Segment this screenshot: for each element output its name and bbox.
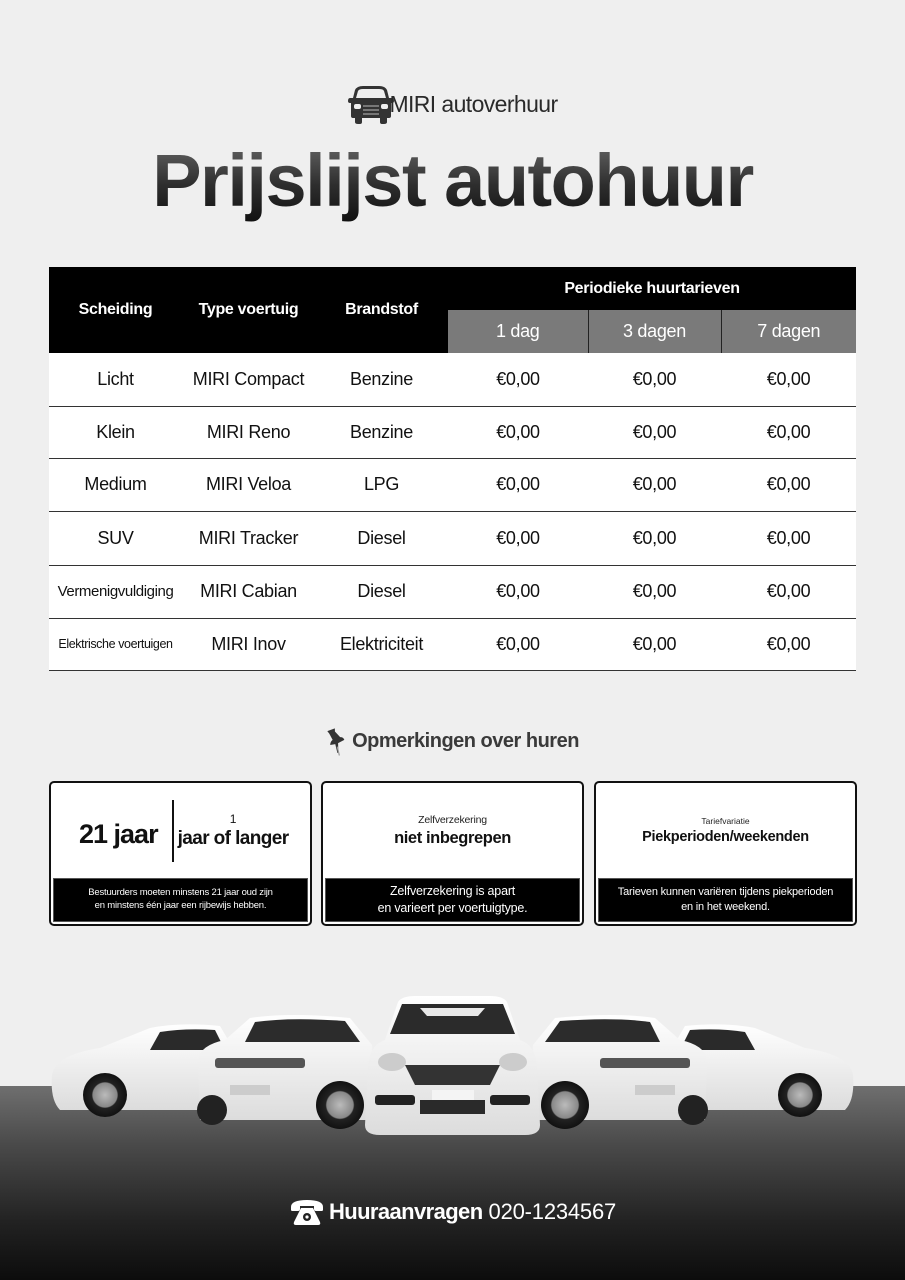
cell-price-1-day: €0,00 xyxy=(448,511,588,565)
car-icon xyxy=(347,84,395,124)
cell-category: Vermenigvuldiging xyxy=(49,565,182,618)
cell-category: Medium xyxy=(49,458,182,511)
remark-card-insurance xyxy=(321,781,584,926)
header-period-1-day: 1 dag xyxy=(448,310,588,353)
header-period-7-days: 7 dagen xyxy=(721,310,856,353)
cell-price-7-days: €0,00 xyxy=(721,565,856,618)
table-row xyxy=(49,353,856,406)
remarks-cards xyxy=(49,781,857,926)
car-right-suv xyxy=(530,1015,708,1129)
divider xyxy=(172,800,174,862)
minimum-age: 21 jaar xyxy=(79,819,158,849)
contact-line xyxy=(0,1197,905,1227)
header-period-3-days: 3 dagen xyxy=(588,310,721,353)
cell-fuel: Elektriciteit xyxy=(315,618,448,670)
cell-price-1-day: €0,00 xyxy=(448,406,588,458)
table-row xyxy=(49,565,856,618)
cell-fuel: Benzine xyxy=(315,406,448,458)
brand-name: MIRI autoverhuur xyxy=(389,90,558,117)
footer-line-2: en in het weekend. xyxy=(681,901,770,913)
cell-category: Elektrische voertuigen xyxy=(49,618,182,670)
cell-category: SUV xyxy=(49,511,182,565)
cell-price-7-days: €0,00 xyxy=(721,406,856,458)
cell-fuel: Diesel xyxy=(315,565,448,618)
remarks-title: Opmerkingen over huren xyxy=(352,729,579,752)
cell-price-3-days: €0,00 xyxy=(588,618,721,670)
footer-line-2: en varieert per voertuigtype. xyxy=(377,901,528,915)
cell-price-1-day: €0,00 xyxy=(448,618,588,670)
header-category: Scheiding xyxy=(49,267,182,353)
cell-vehicle: MIRI Tracker xyxy=(182,511,315,565)
card-label: Tariefvariatie xyxy=(701,816,750,826)
header-vehicle-type: Type voertuig xyxy=(182,267,315,353)
cell-price-7-days: €0,00 xyxy=(721,618,856,670)
cell-price-3-days: €0,00 xyxy=(588,565,721,618)
cell-price-3-days: €0,00 xyxy=(588,406,721,458)
card-footer xyxy=(325,878,580,922)
cell-vehicle: MIRI Inov xyxy=(182,618,315,670)
cell-price-3-days: €0,00 xyxy=(588,353,721,406)
footer-line-1: Bestuurders moeten minstens 21 jaar oud zijn xyxy=(88,887,273,899)
cell-price-7-days: €0,00 xyxy=(721,511,856,565)
cell-price-3-days: €0,00 xyxy=(588,458,721,511)
footer-line-1: Tarieven kunnen variëren tijdens piekperioden xyxy=(617,886,834,899)
card-value: niet inbegrepen xyxy=(394,828,511,847)
cell-fuel: Diesel xyxy=(315,511,448,565)
brand-header xyxy=(0,84,905,124)
car-lineup-image xyxy=(0,990,905,1150)
car-center xyxy=(365,996,540,1135)
cell-vehicle: MIRI Reno xyxy=(182,406,315,458)
cell-price-7-days: €0,00 xyxy=(721,353,856,406)
cell-fuel: LPG xyxy=(315,458,448,511)
card-value: Piekperioden/weekenden xyxy=(642,829,809,845)
page-title: Prijslijst autohuur xyxy=(0,138,905,223)
cell-vehicle: MIRI Cabian xyxy=(182,565,315,618)
cell-vehicle: MIRI Veloa xyxy=(182,458,315,511)
cell-price-7-days: €0,00 xyxy=(721,458,856,511)
footer-line-2: en minstens één jaar een rijbewijs hebben. xyxy=(94,900,267,911)
footer-line-1: Zelfverzekering is apart xyxy=(389,884,516,899)
table-row xyxy=(49,511,856,565)
remarks-heading xyxy=(0,726,905,756)
phone-number[interactable]: 020-1234567 xyxy=(488,1199,617,1224)
cell-vehicle: MIRI Compact xyxy=(182,353,315,406)
table-row xyxy=(49,458,856,511)
contact-label: Huuraanvragen xyxy=(328,1199,483,1224)
table-row xyxy=(49,618,856,670)
pushpin-icon xyxy=(326,726,350,756)
remark-card-age xyxy=(49,781,312,926)
license-years: 1 xyxy=(229,811,237,826)
header-fuel: Brandstof xyxy=(315,267,448,353)
header-rental-rates: Periodieke huurtarieven xyxy=(448,267,856,310)
cell-price-1-day: €0,00 xyxy=(448,353,588,406)
car-left-suv xyxy=(197,1015,375,1129)
price-table xyxy=(49,267,856,671)
card-footer xyxy=(598,878,853,922)
remark-card-rate-variation xyxy=(594,781,857,926)
telephone-icon xyxy=(289,1197,325,1227)
table-row xyxy=(49,406,856,458)
cell-fuel: Benzine xyxy=(315,353,448,406)
cell-price-1-day: €0,00 xyxy=(448,458,588,511)
card-footer xyxy=(53,878,308,922)
cell-category: Klein xyxy=(49,406,182,458)
card-label: Zelfverzekering xyxy=(418,813,487,826)
cell-category: Licht xyxy=(49,353,182,406)
cell-price-3-days: €0,00 xyxy=(588,511,721,565)
license-years-label: jaar of langer xyxy=(177,827,289,849)
cell-price-1-day: €0,00 xyxy=(448,565,588,618)
